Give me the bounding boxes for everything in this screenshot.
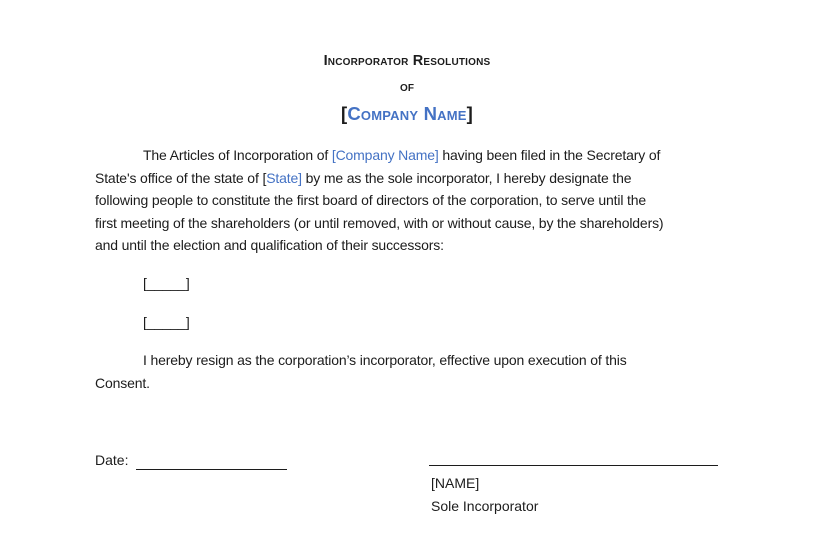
text-run: State's office of the state of: [95, 169, 263, 186]
signature-line[interactable]: [429, 465, 718, 466]
incorporator-role-label: Sole Incorporator: [431, 498, 539, 514]
text-run: [: [262, 169, 267, 186]
paragraph-line: [95, 372, 627, 395]
paragraph-line: [95, 212, 663, 235]
incorporation-paragraph: [95, 144, 663, 257]
director-name-placeholder-2[interactable]: [_____]: [143, 314, 190, 330]
paragraph-line: [95, 349, 627, 372]
resignation-paragraph: [95, 349, 627, 394]
paragraph-line: [95, 167, 663, 190]
placeholder-field[interactable]: [Company Name]: [331, 147, 439, 163]
title-of-line: of: [400, 79, 414, 95]
text-run: following people to constitute the first board of directors of the corporation, to serve until the: [95, 192, 647, 208]
title-company-line: [0, 100, 814, 128]
date-blank-line[interactable]: [136, 469, 287, 470]
placeholder-field[interactable]: State]: [266, 169, 302, 186]
text-run: first meeting of the shareholders (or until removed, with or without cause, by the shareholders): [95, 214, 664, 231]
signature-block: [431, 472, 538, 518]
paragraph-line: [95, 144, 663, 167]
document-title: Incorporator Resolutions: [323, 53, 491, 69]
document-title-block: [0, 48, 814, 128]
text-run: and until the election and qualification of their successors:: [95, 237, 444, 253]
text-run: having been filed in the Secretary of: [438, 147, 661, 163]
incorporator-name-placeholder[interactable]: [NAME]: [431, 475, 480, 491]
text-run: Consent.: [95, 374, 150, 391]
company-close-bracket: ]: [466, 103, 473, 124]
text-run: by me as the sole incorporator, I hereby designate the: [301, 169, 632, 186]
company-open-bracket: [: [341, 103, 348, 124]
text-run: I hereby resign as the corporation’s incorporator, effective upon execution of this: [143, 352, 627, 368]
text-run: The Articles of Incorporation of: [143, 147, 332, 163]
date-label: Date:: [95, 452, 129, 468]
director-name-placeholder-1[interactable]: [_____]: [143, 275, 190, 291]
company-name-placeholder[interactable]: Company Name: [347, 103, 467, 124]
paragraph-line: [95, 189, 663, 212]
paragraph-line: [95, 234, 663, 257]
